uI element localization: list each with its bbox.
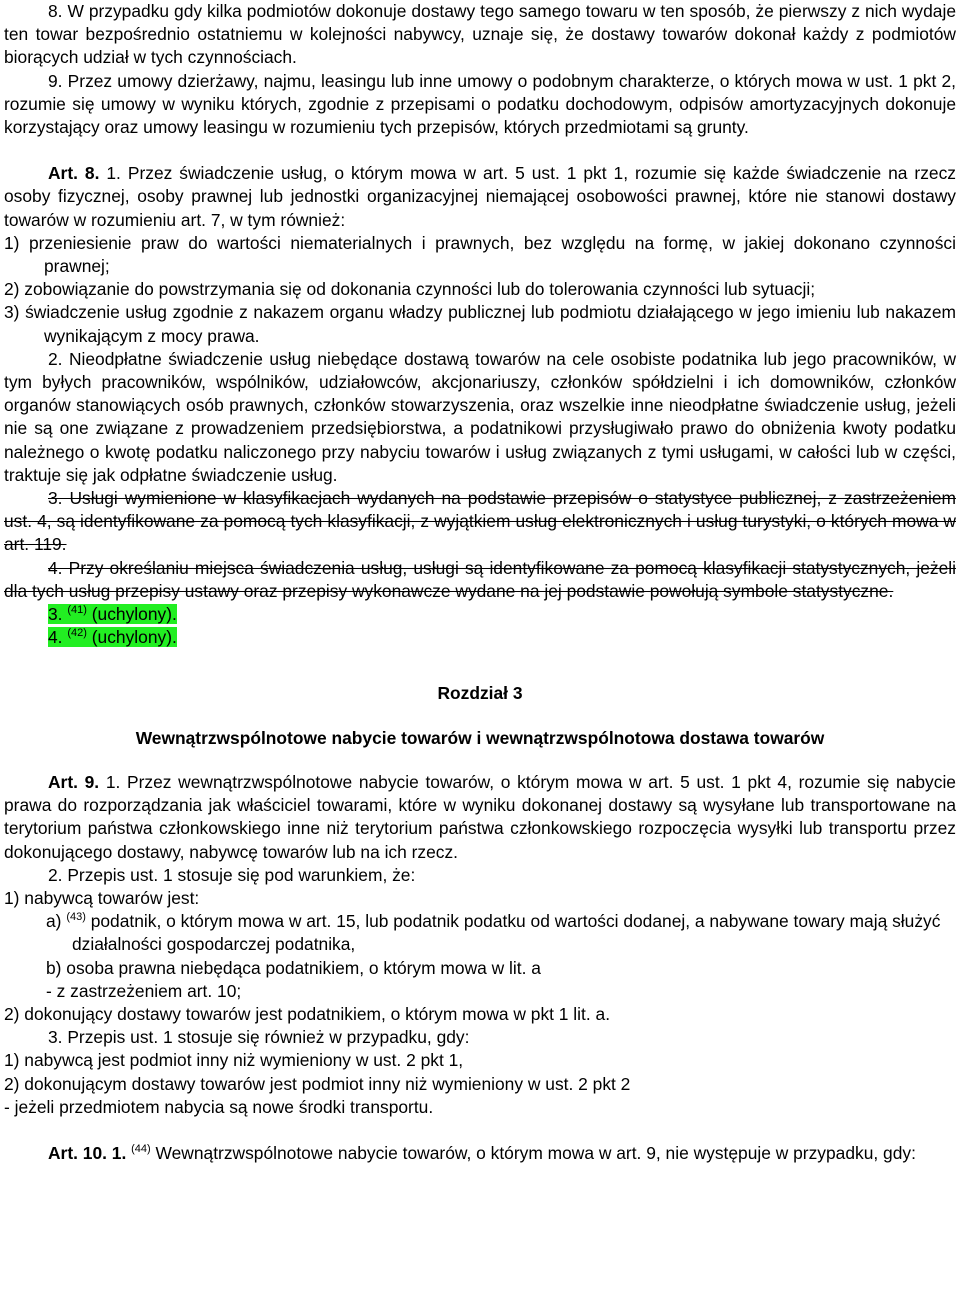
- paragraph-art7-8: 8. W przypadku gdy kilka podmiotów dokonuje dostawy tego samego towaru w ten sposób, że pierwszy z nich wydaje ten towar bezpośrednio ostatniemu w kolejności nabywcy, uznaje się, że dostawy towarów dokonał każdy z podmiotów biorących udział w tych czynnościach.: [4, 1, 956, 68]
- article-label-art10: Art. 10. 1.: [48, 1142, 127, 1163]
- art8-repealed-3: [4, 603, 956, 626]
- paragraph-art9-2: 2. Przepis ust. 1 stosuje się pod warunkiem, że:: [48, 864, 416, 885]
- art8-p1-text: 1. Przez świadczenie usług, o którym mowa w art. 5 ust. 1 pkt 1, rozumie się każde świadczenie na rzecz osoby fizycznej, osoby prawnej lub jednostki organizacyjnej niemającej osobowości prawnej, które nie stanowi dostawy towarów w rozumieniu art. 7, w tym również:: [4, 163, 956, 230]
- chapter-title: Wewnątrzwspólnotowe nabycie towarów i wewnątrzwspólnotowa dostawa towarów: [135, 727, 825, 748]
- repealed-num-3: 3.: [48, 604, 63, 625]
- footnote-ref-43: (43): [66, 911, 86, 924]
- repealed-text-4: (uchylony).: [91, 627, 177, 648]
- paragraph-art10-1: [4, 1142, 956, 1165]
- footnote-ref-42: (42): [67, 627, 87, 640]
- footnote-ref-44: (44): [131, 1142, 151, 1155]
- art8-repealed-4: [4, 626, 956, 649]
- paragraph-art8-3-struck: 3. Usługi wymienione w klasyfikacjach wydanych na podstawie przepisów o statystyce publicznej, z zastrzeżeniem ust. 4, są identyfikowane za pomocą tych klasyfikacji, z wyjątkiem usług elektronicznych i usług turystyki, o których mowa w art. 119.: [4, 488, 956, 555]
- paragraph-art9-1: [4, 771, 956, 864]
- art8-item-2: 2) zobowiązanie do powstrzymania się od dokonania czynności lub do tolerowania czynności lub sytuacji;: [4, 279, 816, 300]
- art9-2-1a-text: podatnik, o którym mowa w art. 15, lub podatnik podatku od wartości dodanej, a nabywane towary mają służyć działalności gospodarczej podatnika,: [72, 911, 941, 955]
- paragraph-art8-4-struck: 4. Przy określaniu miejsca świadczenia usług, usługi są identyfikowane za pomocą klasyfikacji statystycznych, jeżeli dla tych usług przepisy ustawy oraz przepisy wykonawcze wydane na jej podstawie powołują symbole statystyczne.: [4, 557, 956, 601]
- art9-3-item-1: 1) nabywcą jest podmiot inny niż wymieniony w ust. 2 pkt 1,: [4, 1050, 464, 1071]
- document-page: [4, 0, 956, 1165]
- repealed-highlight-4: [48, 627, 177, 647]
- chapter-number: Rozdział 3: [437, 683, 523, 704]
- art9-3-item-2: 2) dokonującym dostawy towarów jest podmiot inny niż wymieniony w ust. 2 pkt 2: [4, 1073, 631, 1094]
- footnote-ref-41: (41): [67, 604, 87, 617]
- art9-2-item-1a: [4, 910, 956, 956]
- art9-3-tail: - jeżeli przedmiotem nabycia są nowe środki transportu.: [4, 1096, 434, 1117]
- art9-2-item-2: 2) dokonujący dostawy towarów jest podatnikiem, o którym mowa w pkt 1 lit. a.: [4, 1003, 611, 1024]
- paragraph-art8-1: [4, 162, 956, 232]
- art10-p1-text: Wewnątrzwspólnotowe nabycie towarów, o którym mowa w art. 9, nie występuje w przypadku, gdy:: [150, 1142, 916, 1163]
- art9-2-item-1b: b) osoba prawna niebędąca podatnikiem, o którym mowa w lit. a: [46, 957, 541, 978]
- art9-2-item-1-tail: - z zastrzeżeniem art. 10;: [46, 980, 242, 1001]
- art9-p1-text: 1. Przez wewnątrzwspólnotowe nabycie towarów, o którym mowa w art. 5 ust. 1 pkt 4, rozumie się nabycie prawa do rozporządzania jak właściciel towarami, które w wyniku dokonanej dostawy są wysyłane lub transportowane na terytorium państwa członkowskiego inne niż terytorium państwa członkowskiego rozpoczęcia wysyłki lub transportu przez dokonującego dostawy, nabywcę towarów lub na ich rzecz.: [4, 771, 956, 862]
- repealed-highlight-3: [48, 604, 177, 624]
- art9-2-1a-num: a): [46, 911, 62, 932]
- repealed-text-3: (uchylony).: [91, 604, 177, 625]
- paragraph-art8-2: 2. Nieodpłatne świadczenie usług niebędące dostawą towarów na cele osobiste podatnika lub jego pracowników, w tym byłych pracowników, wspólników, udziałowców, akcjonariuszy, członków spółdzielni i ich domowników, członków organów stanowiących osób prawnych, członków stowarzyszenia, oraz wszelkie inne nieodpłatne świadczenie usług, jeżeli nie są one związane z prowadzeniem przedsiębiorstwa, a podatnikowi przysługiwało prawo do obniżenia kwoty podatku należnego o kwotę podatku naliczonego przy nabyciu towarów i usług związanych z tymi usługami, w całości lub w części, traktuje się jak odpłatne świadczenie usług.: [4, 348, 956, 485]
- article-label-art8: Art. 8.: [48, 163, 100, 184]
- article-label-art9: Art. 9.: [48, 771, 100, 792]
- art8-item-1: 1) przeniesienie praw do wartości niematerialnych i prawnych, bez względu na formę, w jakiej dokonano czynności prawnej;: [4, 232, 956, 277]
- art8-item-3: 3) świadczenie usług zgodnie z nakazem organu władzy publicznej lub podmiotu działającego w jego imieniu lub nakazem wynikającym z mocy prawa.: [4, 302, 956, 346]
- paragraph-art9-3: 3. Przepis ust. 1 stosuje się również w przypadku, gdy:: [48, 1027, 470, 1048]
- paragraph-art7-9: 9. Przez umowy dzierżawy, najmu, leasingu lub inne umowy o podobnym charakterze, o których mowa w ust. 1 pkt 2, rozumie się umowy w wyniku których, zgodnie z przepisami o podatku dochodowym, odpisów amortyzacyjnych dokonuje korzystający oraz umowy leasingu w rozumieniu tych przepisów, których przedmiotami są grunty.: [4, 70, 956, 138]
- art9-2-item-1: 1) nabywcą towarów jest:: [4, 887, 200, 908]
- repealed-num-4: 4.: [48, 627, 63, 648]
